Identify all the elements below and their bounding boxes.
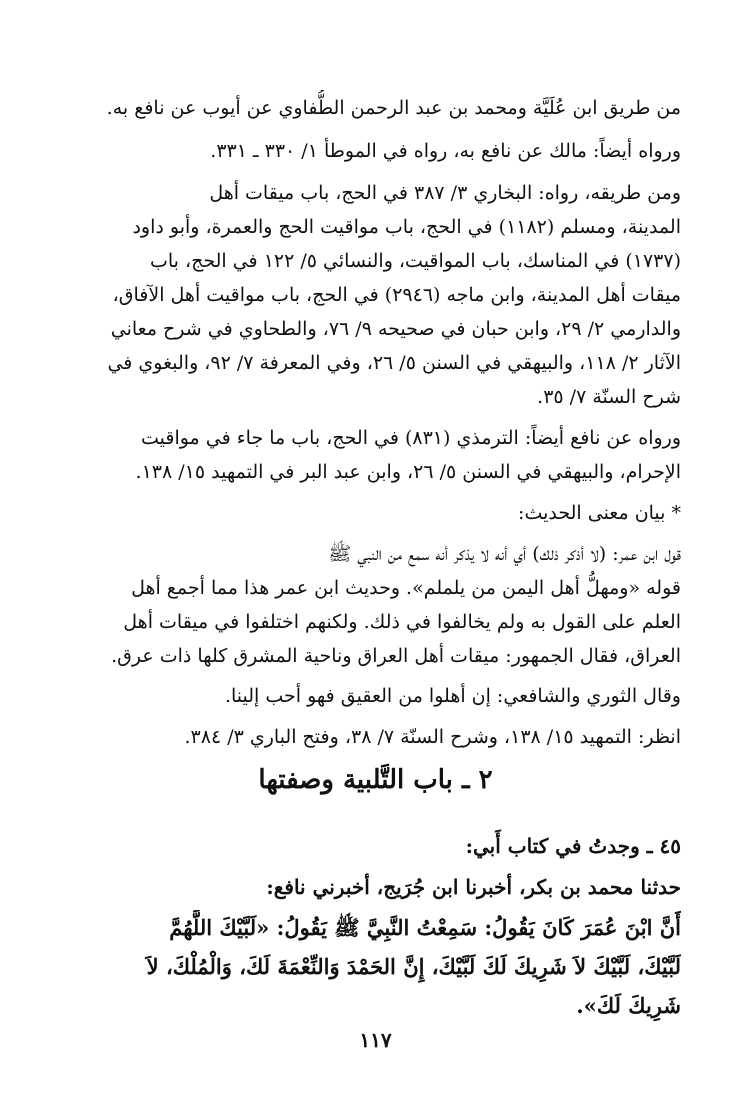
- text-line-14: قوله «ومهلُّ أهل اليمن من يلملم». وحديث ابن عمر هذا مما أجمع أهل: [131, 577, 681, 599]
- text-line-4: المدينة، ومسلم (١١٨٢) في الحج، باب مواقيت الحج والعمرة، وأبو داود: [132, 216, 681, 238]
- matn-line-1: أَنَّ ابْنَ عُمَرَ كَانَ يَقُولُ: سَمِعْتُ النَّبِيَّ ﷺ يَقُولُ: «لَبَّيْكَ اللَّهُمَّ: [169, 915, 681, 940]
- page-number: ١١٧: [359, 1028, 392, 1052]
- text-line-2: ورواه أيضاً: مالك عن نافع به، رواه في الموطأ ١/ ٣٣٠ ـ ٣٣١.: [210, 140, 681, 162]
- matn-line-3: شَرِيكَ لَكَ».: [576, 993, 681, 1018]
- matn-line-2: لَبَّيْكَ، لَبَّيْكَ لاَ شَرِيكَ لَكَ لَبَّيْكَ، إِنَّ الحَمْدَ وَالنِّعْمَةَ لَكَ، وَالْمُلْكَ، لاَ: [146, 954, 681, 979]
- text-line-3: ومن طريقه، رواه: البخاري ٣/ ٣٨٧ في الحج، باب ميقات أهل: [209, 182, 681, 204]
- section-marker-line: * بيان معنى الحديث:: [518, 502, 681, 524]
- text-line-15: العلم على القول به ولم يخالفوا في ذلك. ولكنهم اختلفوا في ميقات أهل: [123, 611, 681, 633]
- text-line-16: العراق، فقال الجمهور: ميقات أهل العراق وناحية المشرق كلها ذات عرق.: [111, 645, 681, 667]
- hadith-number-line: ٤٥ ـ وجدتُ في كتاب أَبي:: [465, 834, 681, 858]
- text-line-6: ميقات أهل المدينة، وابن ماجه (٢٩٤٦) في الحج، باب مواقيت أهل الآفاق،: [112, 284, 681, 306]
- text-line-9: شرح السنّة ٧/ ٣٥.: [537, 386, 681, 408]
- isnad-line: حدثنا محمد بن بكر، أخبرنا ابن جُرَيج، أخبرني نافع:: [266, 875, 681, 899]
- text-line-8: الآثار ٢/ ١١٨، والبيهقي في السنن ٥/ ٢٦، وفي المعرفة ٧/ ٩٢، والبغوي في: [107, 352, 681, 374]
- text-line-11: الإحرام، والبيهقي في السنن ٥/ ٢٦، وابن عبد البر في التمهيد ١٥/ ١٣٨.: [135, 461, 681, 483]
- text-line-13: قول ابن عمر: (لا أذكر ذلك) أي أنه لا يذكر أنه سمع من النبي ﷺ: [328, 543, 681, 565]
- text-line-5: (١٧٣٧) في المناسك، باب المواقيت، والنسائي ٥/ ١٢٢ في الحج، باب: [149, 250, 681, 272]
- chapter-heading: ٢ ـ باب التَّلبية وصفتها: [258, 765, 493, 795]
- text-line-17: وقال الثوري والشافعي: إن أهلوا من العقيق فهو أحب إلينا.: [224, 685, 681, 707]
- text-line-18: انظر: التمهيد ١٥/ ١٣٨، وشرح السنّة ٧/ ٣٨، وفتح الباري ٣/ ٣٨٤.: [184, 726, 681, 748]
- text-line-10: ورواه عن نافع أيضاً: الترمذي (٨٣١) في الحج، باب ما جاء في مواقيت: [140, 427, 681, 449]
- text-line-7: والدارمي ٢/ ٢٩، وابن حبان في صحيحه ٩/ ٧٦، والطحاوي في شرح معاني: [110, 318, 681, 340]
- text-line-1: من طريق ابن عُلَيَّة ومحمد بن عبد الرحمن الطُّفاوي عن أيوب عن نافع به.: [106, 97, 681, 119]
